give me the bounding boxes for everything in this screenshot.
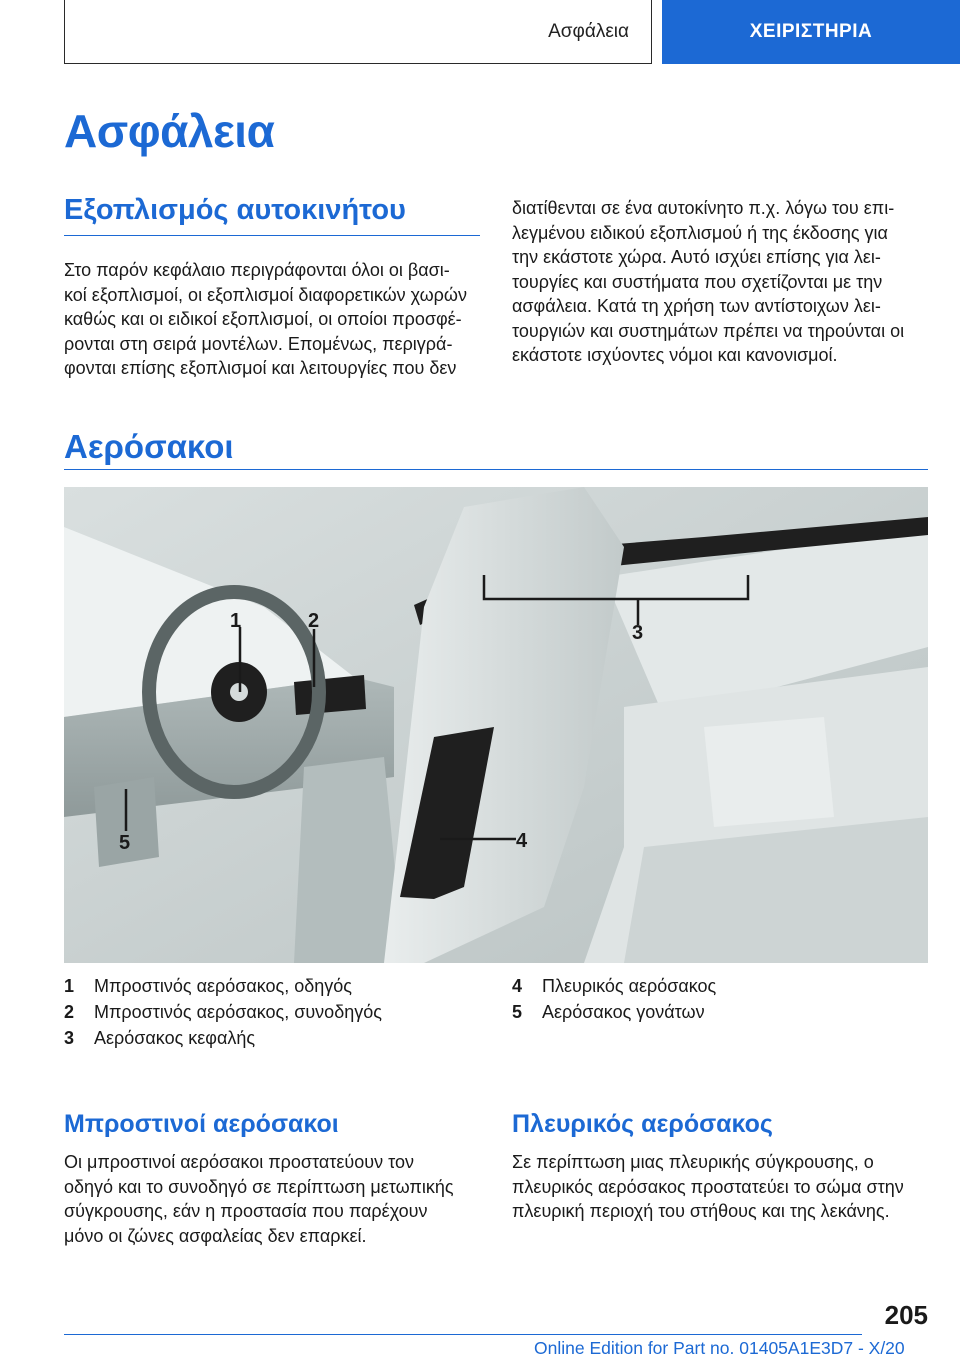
side-airbag-heading: Πλευρικός αερόσακος: [512, 1110, 773, 1138]
front-airbags-heading: Μπροστινοί αερόσακοι: [64, 1110, 339, 1138]
header-manual-label: ΧΕΙΡΙΣΤΗΡΙΑ: [749, 21, 873, 42]
callout-1: 1: [230, 610, 242, 632]
legend-item: [64, 974, 474, 1000]
footer-rule: [64, 1334, 862, 1335]
text-line: μόνο οι ζώνες ασφαλείας δεν επαρκεί.: [64, 1225, 367, 1246]
text-line: οδηγό και το συνοδηγό σε περίπτωση μετωπικής: [64, 1176, 454, 1197]
legend-text: Αερόσακος γονάτων: [542, 1001, 705, 1022]
footer-edition: Online Edition for Part no. 01405A1E3D7 - X/20: [534, 1338, 905, 1358]
airbags-heading: Αερόσακοι: [64, 428, 234, 465]
callout-5: 5: [119, 832, 131, 854]
header-section-tab: [64, 0, 652, 64]
text-line: σύγκρουσης, εάν η προστασία που παρέχουν: [64, 1201, 428, 1221]
header-section-label: Ασφάλεια: [548, 20, 629, 42]
legend-number: 3: [64, 1027, 75, 1048]
airbag-location-illustration: [64, 487, 928, 963]
page-number: 205: [884, 1300, 928, 1330]
legend-right: [512, 974, 922, 1026]
callout-4: 4: [516, 830, 528, 852]
text-line: πλευρικός αερόσακος προστατεύει το σώμα στην: [512, 1176, 904, 1197]
airbags-heading-rule: [64, 469, 928, 470]
legend-text: Αερόσακος κεφαλής: [94, 1027, 256, 1048]
legend-number: 1: [64, 976, 75, 996]
text-line: τουργιών και συστημάτων πρέπει να τηρούνται οι: [512, 320, 905, 341]
header-manual-tab[interactable]: [662, 0, 960, 64]
callout-3: 3: [632, 622, 644, 644]
callout-2: 2: [308, 610, 320, 632]
legend-left: [64, 974, 474, 1051]
text-line: πλευρική περιοχή του στήθους και της λεκάνης.: [512, 1201, 890, 1221]
page-title: Ασφάλεια: [64, 105, 275, 157]
legend-text: Πλευρικός αερόσακος: [542, 976, 717, 996]
legend-item: [64, 1026, 474, 1052]
text-line: ρονται στη σειρά μοντέλων. Επομένως, περιγρά-: [64, 333, 453, 354]
legend-text: Μπροστινός αερόσακος, οδηγός: [94, 976, 352, 996]
text-line: Στο παρόν κεφάλαιο περιγράφονται όλοι οι βασι-: [64, 260, 450, 280]
text-line: λεγμένου ειδικού εξοπλισμού ή της έκδοσης για: [512, 222, 888, 243]
equipment-left-column: [64, 258, 484, 381]
equipment-heading: Εξοπλισμός αυτοκινήτου: [64, 194, 406, 226]
equipment-right-column: [512, 196, 932, 368]
legend-text: Μπροστινός αερόσακος, συνοδηγός: [94, 1001, 382, 1022]
text-line: τουργίες και συστήματα που σχετίζονται με την: [512, 271, 883, 292]
legend-item: [512, 1000, 922, 1026]
side-airbag-text: [512, 1150, 932, 1224]
legend-number: 5: [512, 1001, 523, 1022]
text-line: εκάστοτε ισχύοντες νόμοι και κανονισμοί.: [512, 345, 838, 365]
legend-number: 2: [64, 1001, 75, 1022]
text-line: καθώς και οι ειδικοί εξοπλισμοί, οι οποίοι προσφέ-: [64, 309, 462, 329]
equipment-heading-rule: [64, 235, 480, 236]
text-line: Οι μπροστινοί αερόσακοι προστατεύουν τον: [64, 1152, 414, 1172]
legend-number: 4: [512, 976, 523, 996]
text-line: την εκάστοτε χώρα. Αυτό ισχύει επίσης για λει-: [512, 247, 881, 267]
legend-item: [512, 974, 922, 1000]
text-line: διατίθενται σε ένα αυτοκίνητο π.χ. λόγω του επι-: [512, 198, 895, 218]
text-line: ασφάλεια. Κατά τη χρήση των αντίστοιχων λει-: [512, 296, 881, 316]
legend-item: [64, 1000, 474, 1026]
text-line: φονται επίσης εξοπλισμοί και λειτουργίες που δεν: [64, 358, 457, 378]
text-line: Σε περίπτωση μιας πλευρικής σύγκρουσης, ο: [512, 1152, 874, 1172]
text-line: κοί εξοπλισμοί, οι εξοπλισμοί διαφορετικών χωρών: [64, 284, 467, 305]
front-airbags-text: [64, 1150, 484, 1248]
